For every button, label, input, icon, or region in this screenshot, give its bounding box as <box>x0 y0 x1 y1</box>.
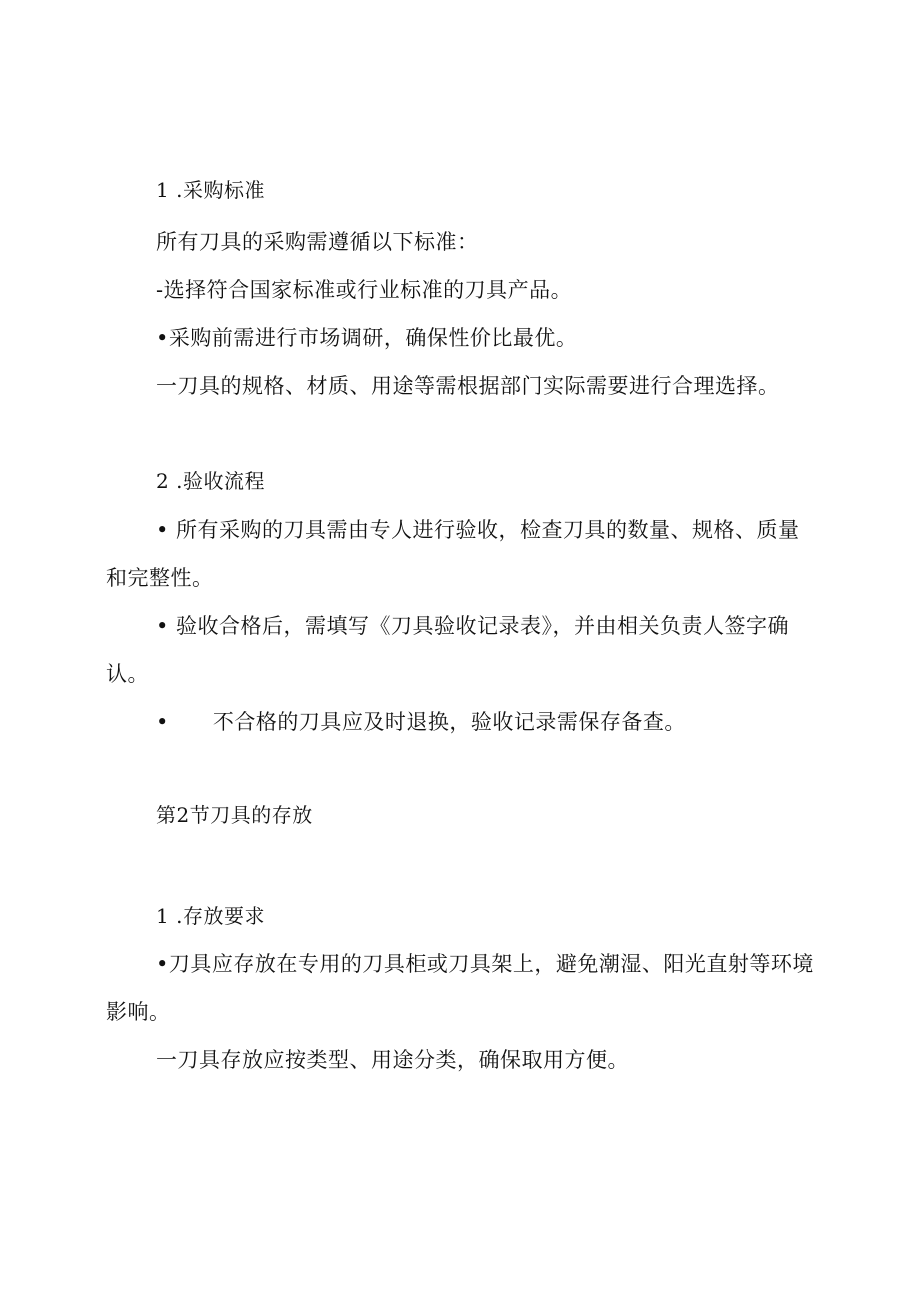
acceptance-item-1-line-1: • 所有采购的刀具需由专人进行验收，检查刀具的数量、规格、质量 <box>156 518 800 542</box>
chapter-title: 第2节刀具的存放 <box>156 803 313 827</box>
purchase-item-3: 一刀具的规格、材质、用途等需根据部门实际需要进行合理选择。 <box>156 374 780 398</box>
section-heading-acceptance: 2 .验收流程 <box>156 469 265 493</box>
acceptance-item-1-line-2: 和完整性。 <box>106 566 214 590</box>
acceptance-item-2-line-2: 认。 <box>106 662 149 686</box>
acceptance-item-3-text: 不合格的刀具应及时退换，验收记录需保存备查。 <box>212 710 686 734</box>
section-heading-storage: 1 .存放要求 <box>156 904 265 928</box>
purchase-intro: 所有刀具的采购需遵循以下标准： <box>156 230 479 254</box>
storage-item-1-line-1: •刀具应存放在专用的刀具柜或刀具架上，避免潮湿、阳光直射等环境 <box>156 952 814 976</box>
purchase-item-2: •采购前需进行市场调研，确保性价比最优。 <box>156 326 578 350</box>
storage-item-2: 一刀具存放应按类型、用途分类，确保取用方便。 <box>156 1048 629 1072</box>
acceptance-item-2-line-1: • 验收合格后，需填写《刀具验收记录表》，并由相关负责人签字确 <box>156 614 790 638</box>
acceptance-item-3 <box>156 708 686 736</box>
section-heading-purchase-standard: 1 .采购标准 <box>156 178 265 202</box>
storage-item-1-line-2: 影响。 <box>106 1000 171 1024</box>
purchase-item-1: -选择符合国家标准或行业标准的刀具产品。 <box>156 278 573 302</box>
bullet-mark: • <box>156 710 169 734</box>
